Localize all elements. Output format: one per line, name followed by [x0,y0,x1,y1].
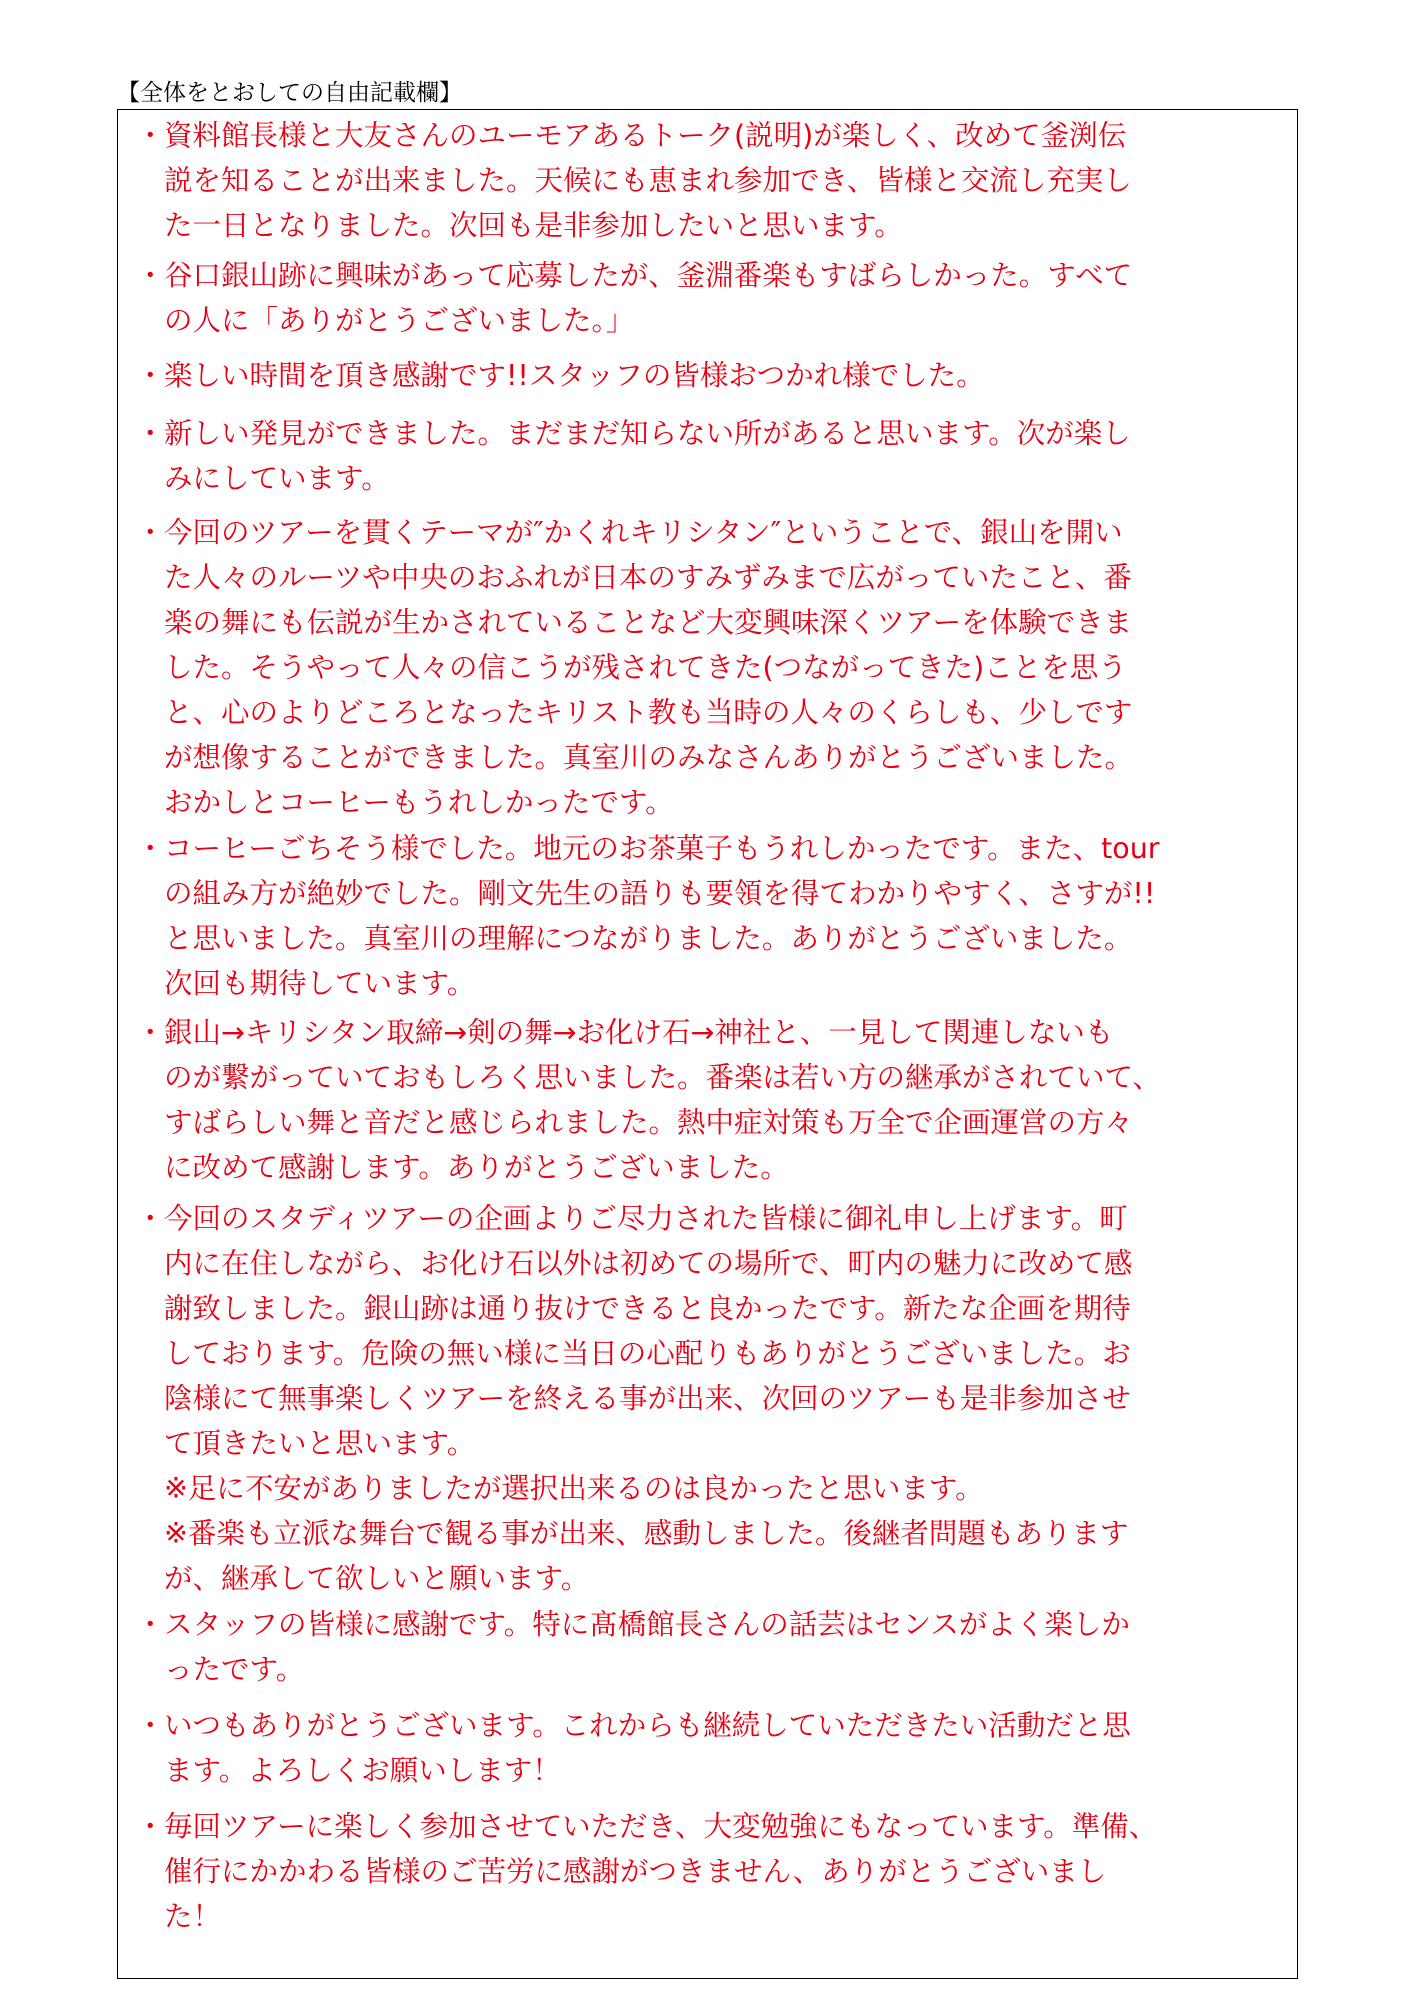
bullet-icon: ・ [136,516,165,549]
comment-entry [136,353,1296,398]
comment-line: の人に「ありがとうございました。」 [164,304,635,337]
comment-line: 次回も期待しています。 [164,967,476,1000]
comment-line: ※番楽も立派な舞台で観る事が出来、感動しました。後継者問題もあります [164,1517,1129,1550]
comment-entry [136,253,1296,343]
comment-line: た！ [164,1900,222,1933]
comment-line: スタッフの皆様に感謝です。特に髙橋館長さんの話芸はセンスがよく楽しか [164,1608,1130,1641]
comment-line: に改めて感謝します。ありがとうございました。 [164,1151,789,1184]
bullet-icon: ・ [136,259,165,292]
bullet-icon: ・ [136,832,165,865]
comment-entry [136,1010,1296,1190]
section-heading: 【全体をとおしての自由記載欄】 [117,80,462,106]
comment-line: ※足に不安がありましたが選択出来るのは良かったと思います。 [164,1472,984,1505]
bullet-icon: ・ [136,119,165,152]
comment-line: しております。危険の無い様に当日の心配りもありがとうございました。お [164,1337,1131,1370]
bullet-icon: ・ [136,359,165,392]
comment-line: が、継承して欲しいと願います。 [164,1562,590,1595]
comment-line: と、心のよりどころとなったキリスト教も当時の人々のくらしも、少しです [164,696,1133,729]
comment-line: た人々のルーツや中央のおふれが日本のすみずみまで広がっていたこと、番 [164,561,1132,594]
comment-line: した。そうやって人々の信こうが残されてきた(つながってきた)ことを思う [164,651,1127,684]
comment-line: て頂きたいと思います。 [164,1427,476,1460]
comment-line: 説を知ることが出来ました。天候にも恵まれ参加でき、皆様と交流し充実し [164,164,1132,197]
comment-line: おかしとコーヒーもうれしかったです。 [164,786,674,819]
comment-entry [136,1703,1296,1793]
comment-line: た一日となりました。次回も是非参加したいと思います。 [164,209,903,242]
comment-line: 謝致しました。銀山跡は通り抜けできると良かったです。新たな企画を期待 [164,1292,1131,1325]
comment-line: 新しい発見ができました。まだまだ知らない所があると思います。次が楽し [164,417,1131,450]
comment-line: 銀山→キリシタン取締→剣の舞→お化け石→神社と、一見して関連しないも [164,1016,1114,1049]
comment-line: 楽の舞にも伝説が生かされていることなど大変興味深くツアーを体験できま [164,606,1133,639]
comment-entry [136,510,1296,825]
comment-line: 催行にかかわる皆様のご苦労に感謝がつきません、ありがとうございまし [164,1855,1107,1888]
comment-line: 資料館長様と大友さんのユーモアあるトーク(説明)が楽しく、改めて釜渕伝 [164,119,1127,152]
comment-entry [136,113,1296,248]
comment-entry [136,1602,1296,1692]
comment-line: コーヒーごちそう様でした。地元のお茶菓子もうれしかったです。また、tour [164,832,1160,865]
comment-line: のが繋がっていておもしろく思いました。番楽は若い方の継承がされていて、 [164,1061,1161,1094]
comment-entry [136,1804,1296,1939]
comment-line: ったです。 [164,1653,305,1686]
comment-line: みにしています。 [164,462,390,495]
comment-line: 今回のツアーを貫くテーマが″かくれキリシタン″ということで、銀山を開い [164,516,1123,549]
bullet-icon: ・ [136,417,165,450]
comment-line: 毎回ツアーに楽しく参加させていただき、大変勉強にもなっています。準備、 [164,1810,1158,1843]
comment-line: 今回のスタディツアーの企画よりご尽力された皆様に御礼申し上げます。町 [164,1202,1128,1235]
comment-line: ます。よろしくお願いします！ [164,1754,561,1787]
comment-line: と思いました。真室川の理解につながりました。ありがとうございました。 [164,922,1133,955]
bullet-icon: ・ [136,1016,165,1049]
bullet-icon: ・ [136,1202,165,1235]
bullet-icon: ・ [136,1810,165,1843]
comment-line: の組み方が絶妙でした。剛文先生の語りも要領を得てわかりやすく、さすが!! [164,877,1156,910]
comment-line: 内に在住しながら、お化け石以外は初めての場所で、町内の魅力に改めて感 [164,1247,1133,1280]
comment-line: いつもありがとうございます。これからも継続していただきたい活動だと思 [164,1709,1131,1742]
bullet-icon: ・ [136,1608,165,1641]
comment-entry [136,1196,1296,1601]
comment-line: が想像することができました。真室川のみなさんありがとうございました。 [164,741,1134,774]
comment-line: すばらしい舞と音だと感じられました。熱中症対策も万全で企画運営の方々 [164,1106,1134,1139]
comment-entry [136,826,1296,1006]
comment-line: 谷口銀山跡に興味があって応募したが、釜淵番楽もすばらしかった。すべて [164,259,1133,292]
bullet-icon: ・ [136,1709,165,1742]
comment-line: 陰様にて無事楽しくツアーを終える事が出来、次回のツアーも是非参加させ [164,1382,1131,1415]
comment-line: 楽しい時間を頂き感謝です!!スタッフの皆様おつかれ様でした。 [164,359,985,392]
comment-entry [136,411,1296,501]
